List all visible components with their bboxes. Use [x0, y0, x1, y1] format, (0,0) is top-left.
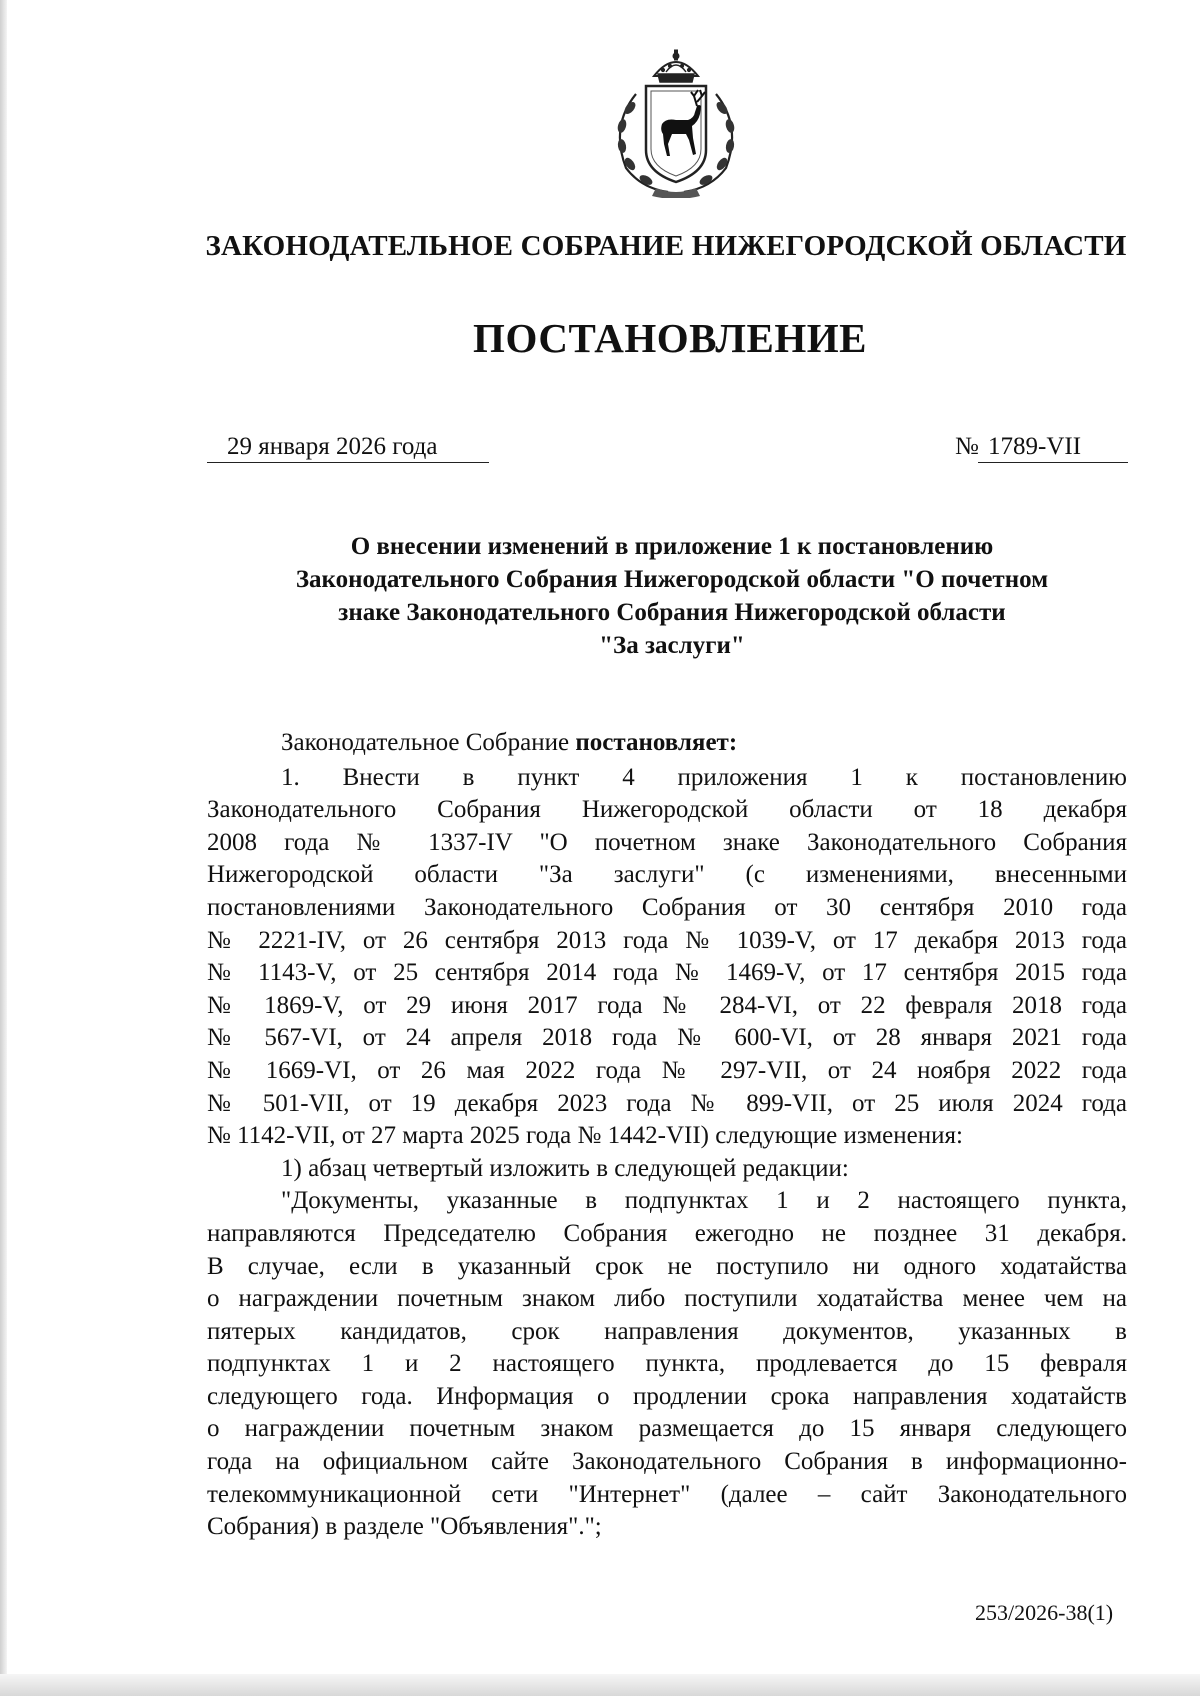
point-1-line: № 501-VII, от 19 декабря 2023 года № 899-VII, от 25 июля 2024 года [207, 1089, 1127, 1117]
point-1-line: постановлениями Законодательного Собрания от 30 сентября 2010 года [207, 893, 1127, 921]
point-1-line: № 1669-VI, от 26 мая 2022 года № 297-VII, от 24 ноября 2022 года [207, 1056, 1127, 1084]
point-1-line: № 1142-VII, от 27 марта 2025 года № 1442-VII) следующие изменения: [207, 1122, 963, 1150]
point-1-line: № 1869-V, от 29 июня 2017 года № 284-VI, от 22 февраля 2018 года [207, 991, 1127, 1019]
quote-line: телекоммуникационной сети "Интернет" (далее – сайт Законодательного [207, 1480, 1127, 1508]
document-type: ПОСТАНОВЛЕНИЕ [473, 315, 867, 361]
quote-line: "Документы, указанные в подпунктах 1 и 2 настоящего пункта, [281, 1187, 1127, 1215]
quote-line: В случае, если в указанный срок не поступило ни одного ходатайства [207, 1252, 1127, 1280]
preamble-verb: постановляет: [575, 729, 738, 756]
point-1-line: Законодательного Собрания Нижегородской области от 18 декабря [207, 796, 1127, 824]
subpoint-1: 1) абзац четвертый изложить в следующей редакции: [281, 1154, 849, 1182]
number-label: № [955, 433, 979, 460]
preamble [207, 727, 1127, 760]
organization-name: ЗАКОНОДАТЕЛЬНОЕ СОБРАНИЕ НИЖЕГОРОДСКОЙ ОБЛАСТИ [205, 230, 1127, 262]
nizhny-novgorod-coat-of-arms-icon [596, 46, 756, 198]
title-line: "За заслуги" [599, 632, 745, 659]
quote-line: о награждении почетным знаком размещается до 15 января следующего [207, 1415, 1127, 1443]
title-line: знаке Законодательного Собрания Нижегородской области [338, 599, 1006, 626]
document-number: 1789-VII [978, 432, 1128, 463]
scan-bottom-edge [0, 1674, 1200, 1696]
title-line: О внесении изменений в приложение 1 к постановлению [350, 533, 994, 560]
document-registration-code: 253/2026-38(1) [975, 1600, 1114, 1625]
quote-line: следующего года. Информация о продлении срока направления ходатайств [207, 1382, 1127, 1410]
preamble-text: Законодательное Собрание [281, 729, 576, 756]
quote-line: пятерых кандидатов, срок направления документов, указанных в [207, 1317, 1127, 1345]
document-title [207, 530, 1137, 662]
scan-left-edge [0, 0, 7, 1696]
point-1-line: № 567-VI, от 24 апреля 2018 года № 600-VI, от 28 января 2021 года [207, 1024, 1127, 1052]
point-1-line: № 1143-V, от 25 сентября 2014 года № 1469-V, от 17 сентября 2015 года [207, 959, 1127, 987]
quote-line: года на официальном сайте Законодательного Собрания в информационно- [207, 1448, 1127, 1476]
quote-line: о награждении почетным знаком либо поступили ходатайства менее чем на [207, 1285, 1127, 1313]
document-date: 29 января 2026 года [207, 432, 489, 463]
quote-line: направляются Председателю Собрания ежегодно не позднее 31 декабря. [207, 1219, 1127, 1247]
quote-line: подпунктах 1 и 2 настоящего пункта, продлевается до 15 февраля [207, 1350, 1127, 1378]
point-1-line: Нижегородской области "За заслуги" (с изменениями, внесенными [207, 861, 1127, 889]
document-body [207, 727, 1127, 1544]
point-1-line: 1. Внести в пункт 4 приложения 1 к постановлению [281, 763, 1127, 791]
quote-line: Собрания) в разделе "Объявления"."; [207, 1513, 602, 1541]
point-1-line: № 2221-IV, от 26 сентября 2013 года № 1039-V, от 17 декабря 2013 года [207, 926, 1127, 954]
point-1-line: 2008 года № 1337-IV "О почетном знаке Законодательного Собрания [207, 828, 1127, 856]
title-line: Законодательного Собрания Нижегородской области "О почетном [295, 566, 1049, 593]
